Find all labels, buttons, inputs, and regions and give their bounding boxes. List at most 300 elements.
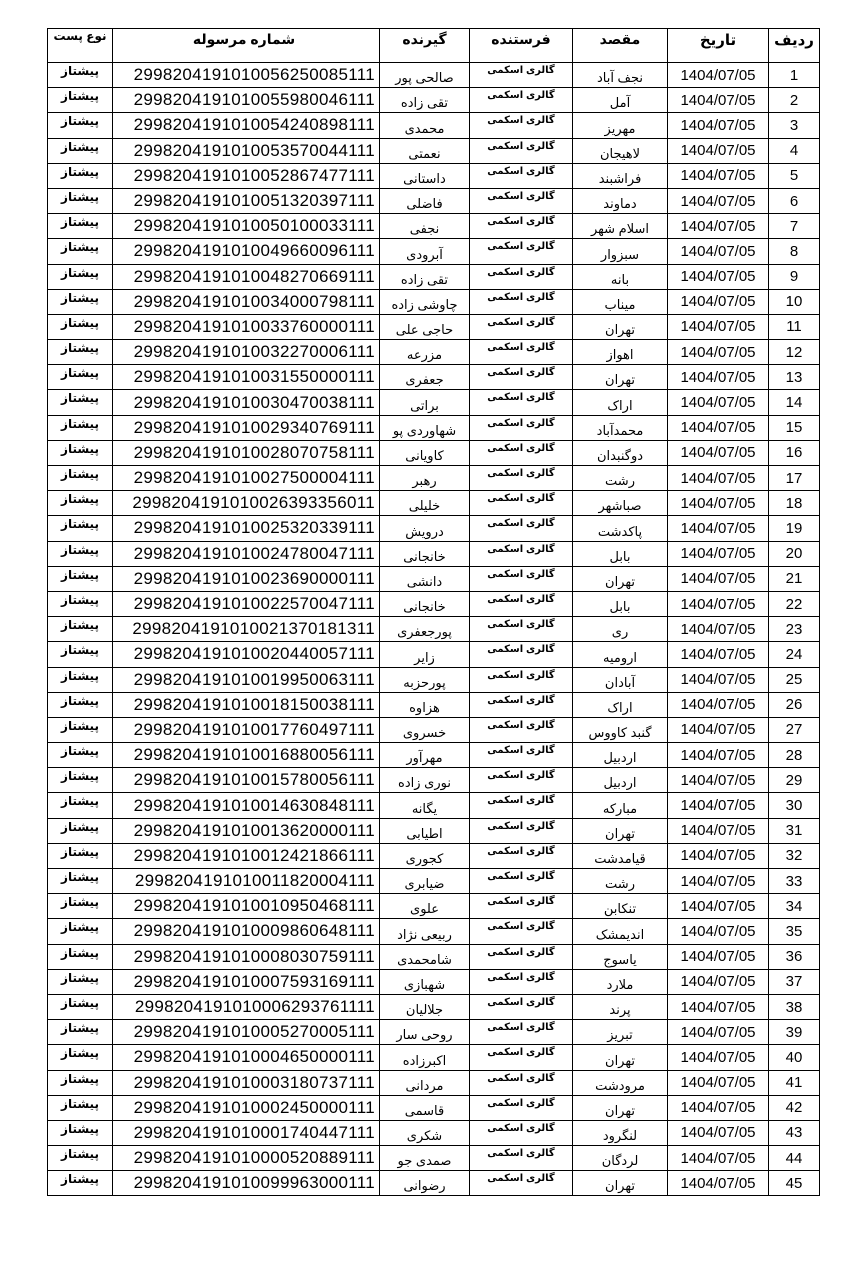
row-sender: گالری اسکمی: [470, 340, 573, 365]
row-tracking-number: 2998204191010034000798111: [113, 289, 380, 314]
row-destination: تهران: [573, 1095, 668, 1120]
table-row: [48, 642, 820, 667]
row-tracking-number: 2998204191010032270006111: [113, 340, 380, 365]
row-tracking-number: 2998204191010010950468111: [113, 894, 380, 919]
row-destination: تنکابن: [573, 894, 668, 919]
row-recipient: اطیابی: [380, 818, 470, 843]
row-post-type: پیشتاز: [48, 314, 113, 339]
row-date: 1404/07/05: [668, 768, 769, 793]
row-index: 29: [769, 768, 820, 793]
table-row: [48, 1095, 820, 1120]
row-sender: گالری اسکمی: [470, 818, 573, 843]
row-sender: گالری اسکمی: [470, 944, 573, 969]
row-tracking-number: 2998204191010011820004111: [113, 869, 380, 894]
row-index: 11: [769, 314, 820, 339]
row-recipient: رضوانی: [380, 1171, 470, 1196]
row-sender: گالری اسکمی: [470, 768, 573, 793]
row-post-type: پیشتاز: [48, 717, 113, 742]
row-recipient: کاویانی: [380, 440, 470, 465]
row-recipient: چاوشی زاده: [380, 289, 470, 314]
table-row: [48, 743, 820, 768]
row-recipient: ربیعی نژاد: [380, 919, 470, 944]
row-destination: اندیمشک: [573, 919, 668, 944]
row-post-type: پیشتاز: [48, 793, 113, 818]
row-date: 1404/07/05: [668, 692, 769, 717]
table-row: [48, 566, 820, 591]
row-recipient: شکری: [380, 1120, 470, 1145]
row-tracking-number: 2998204191010009860648111: [113, 919, 380, 944]
row-post-type: پیشتاز: [48, 566, 113, 591]
row-tracking-number: 2998204191010017760497111: [113, 717, 380, 742]
shipment-sheet: [47, 28, 820, 1196]
row-tracking-number: 2998204191010008030759111: [113, 944, 380, 969]
row-index: 14: [769, 390, 820, 415]
row-index: 20: [769, 541, 820, 566]
row-destination: سبزوار: [573, 239, 668, 264]
row-sender: گالری اسکمی: [470, 264, 573, 289]
row-tracking-number: 2998204191010012421866111: [113, 843, 380, 868]
row-recipient: آبرودی: [380, 239, 470, 264]
row-tracking-number: 2998204191010026393356011: [113, 491, 380, 516]
table-row: [48, 63, 820, 88]
row-index: 13: [769, 365, 820, 390]
row-index: 1: [769, 63, 820, 88]
row-post-type: پیشتاز: [48, 1120, 113, 1145]
row-destination: مهریز: [573, 113, 668, 138]
row-index: 22: [769, 591, 820, 616]
row-post-type: پیشتاز: [48, 994, 113, 1019]
row-sender: گالری اسکمی: [470, 1045, 573, 1070]
row-destination: بانه: [573, 264, 668, 289]
row-post-type: پیشتاز: [48, 289, 113, 314]
row-date: 1404/07/05: [668, 591, 769, 616]
row-recipient: براتی: [380, 390, 470, 415]
table-row: [48, 944, 820, 969]
row-recipient: کجوری: [380, 843, 470, 868]
row-destination: مبارکه: [573, 793, 668, 818]
row-index: 3: [769, 113, 820, 138]
row-sender: گالری اسکمی: [470, 1020, 573, 1045]
row-sender: گالری اسکمی: [470, 63, 573, 88]
row-index: 6: [769, 188, 820, 213]
row-tracking-number: 2998204191010099963000111: [113, 1171, 380, 1196]
row-destination: رشت: [573, 869, 668, 894]
row-tracking-number: 2998204191010006293761111: [113, 994, 380, 1019]
row-destination: آبادان: [573, 667, 668, 692]
row-tracking-number: 2998204191010051320397111: [113, 188, 380, 213]
table-row: [48, 365, 820, 390]
row-destination: تهران: [573, 818, 668, 843]
row-tracking-number: 2998204191010015780056111: [113, 768, 380, 793]
row-destination: اسلام شهر: [573, 214, 668, 239]
row-date: 1404/07/05: [668, 138, 769, 163]
row-recipient: پورجعفری: [380, 617, 470, 642]
row-sender: گالری اسکمی: [470, 163, 573, 188]
row-destination: گنبد کاووس: [573, 717, 668, 742]
row-date: 1404/07/05: [668, 1070, 769, 1095]
row-post-type: پیشتاز: [48, 944, 113, 969]
table-row: [48, 390, 820, 415]
table-row: [48, 994, 820, 1019]
row-post-type: پیشتاز: [48, 743, 113, 768]
row-destination: تهران: [573, 566, 668, 591]
row-date: 1404/07/05: [668, 566, 769, 591]
row-recipient: خلیلی: [380, 491, 470, 516]
row-destination: صباشهر: [573, 491, 668, 516]
row-date: 1404/07/05: [668, 163, 769, 188]
table-row: [48, 667, 820, 692]
row-tracking-number: 2998204191010013620000111: [113, 818, 380, 843]
row-post-type: پیشتاز: [48, 113, 113, 138]
row-post-type: پیشتاز: [48, 440, 113, 465]
row-post-type: پیشتاز: [48, 163, 113, 188]
row-recipient: شهبازی: [380, 969, 470, 994]
row-index: 4: [769, 138, 820, 163]
row-post-type: پیشتاز: [48, 818, 113, 843]
table-row: [48, 314, 820, 339]
row-post-type: پیشتاز: [48, 1171, 113, 1196]
row-post-type: پیشتاز: [48, 63, 113, 88]
row-sender: گالری اسکمی: [470, 843, 573, 868]
row-tracking-number: 2998204191010002450000111: [113, 1095, 380, 1120]
row-tracking-number: 2998204191010001740447111: [113, 1120, 380, 1145]
row-tracking-number: 2998204191010053570044111: [113, 138, 380, 163]
row-recipient: پورحزبه: [380, 667, 470, 692]
header-row: [48, 29, 820, 63]
row-index: 41: [769, 1070, 820, 1095]
row-index: 35: [769, 919, 820, 944]
row-recipient: خانجانی: [380, 591, 470, 616]
row-sender: گالری اسکمی: [470, 743, 573, 768]
row-tracking-number: 2998204191010016880056111: [113, 743, 380, 768]
row-destination: ملارد: [573, 969, 668, 994]
row-date: 1404/07/05: [668, 239, 769, 264]
row-date: 1404/07/05: [668, 415, 769, 440]
table-row: [48, 516, 820, 541]
row-tracking-number: 2998204191010028070758111: [113, 440, 380, 465]
row-date: 1404/07/05: [668, 264, 769, 289]
row-post-type: پیشتاز: [48, 390, 113, 415]
row-destination: نجف آباد: [573, 63, 668, 88]
header-destination: مقصد: [573, 29, 668, 63]
row-date: 1404/07/05: [668, 340, 769, 365]
row-index: 15: [769, 415, 820, 440]
row-sender: گالری اسکمی: [470, 239, 573, 264]
row-date: 1404/07/05: [668, 1020, 769, 1045]
row-sender: گالری اسکمی: [470, 894, 573, 919]
row-date: 1404/07/05: [668, 667, 769, 692]
row-destination: بابل: [573, 591, 668, 616]
row-post-type: پیشتاز: [48, 1146, 113, 1171]
row-recipient: زایر: [380, 642, 470, 667]
row-destination: تبریز: [573, 1020, 668, 1045]
row-recipient: ضیابری: [380, 869, 470, 894]
row-recipient: روحی سار: [380, 1020, 470, 1045]
row-sender: گالری اسکمی: [470, 390, 573, 415]
row-date: 1404/07/05: [668, 516, 769, 541]
table-row: [48, 1020, 820, 1045]
row-tracking-number: 2998204191010007593169111: [113, 969, 380, 994]
row-index: 8: [769, 239, 820, 264]
row-sender: گالری اسکمی: [470, 188, 573, 213]
row-index: 30: [769, 793, 820, 818]
header-sender: فرستنده: [470, 29, 573, 63]
row-tracking-number: 2998204191010033760000111: [113, 314, 380, 339]
row-index: 17: [769, 466, 820, 491]
row-date: 1404/07/05: [668, 994, 769, 1019]
row-destination: لنگرود: [573, 1120, 668, 1145]
header-tracking: شماره مرسوله: [113, 29, 380, 63]
row-post-type: پیشتاز: [48, 768, 113, 793]
table-row: [48, 1146, 820, 1171]
row-sender: گالری اسکمی: [470, 516, 573, 541]
row-index: 5: [769, 163, 820, 188]
row-date: 1404/07/05: [668, 88, 769, 113]
row-sender: گالری اسکمی: [470, 466, 573, 491]
row-recipient: محمدی: [380, 113, 470, 138]
row-date: 1404/07/05: [668, 314, 769, 339]
row-tracking-number: 2998204191010024780047111: [113, 541, 380, 566]
table-row: [48, 440, 820, 465]
row-post-type: پیشتاز: [48, 591, 113, 616]
row-date: 1404/07/05: [668, 1146, 769, 1171]
row-post-type: پیشتاز: [48, 894, 113, 919]
row-date: 1404/07/05: [668, 869, 769, 894]
row-date: 1404/07/05: [668, 188, 769, 213]
row-recipient: شهاوردی پو: [380, 415, 470, 440]
row-post-type: پیشتاز: [48, 617, 113, 642]
table-row: [48, 188, 820, 213]
row-date: 1404/07/05: [668, 894, 769, 919]
row-post-type: پیشتاز: [48, 1095, 113, 1120]
row-recipient: هزاوه: [380, 692, 470, 717]
row-post-type: پیشتاز: [48, 214, 113, 239]
row-destination: یاسوج: [573, 944, 668, 969]
row-sender: گالری اسکمی: [470, 919, 573, 944]
row-post-type: پیشتاز: [48, 491, 113, 516]
table-row: [48, 894, 820, 919]
table-row: [48, 264, 820, 289]
row-recipient: تقی زاده: [380, 88, 470, 113]
row-tracking-number: 2998204191010018150038111: [113, 692, 380, 717]
row-post-type: پیشتاز: [48, 466, 113, 491]
table-row: [48, 919, 820, 944]
row-sender: گالری اسکمی: [470, 994, 573, 1019]
row-date: 1404/07/05: [668, 466, 769, 491]
row-index: 23: [769, 617, 820, 642]
row-date: 1404/07/05: [668, 63, 769, 88]
row-date: 1404/07/05: [668, 793, 769, 818]
row-post-type: پیشتاز: [48, 239, 113, 264]
row-sender: گالری اسکمی: [470, 1146, 573, 1171]
row-sender: گالری اسکمی: [470, 440, 573, 465]
row-post-type: پیشتاز: [48, 642, 113, 667]
row-index: 7: [769, 214, 820, 239]
table-row: [48, 869, 820, 894]
row-sender: گالری اسکمی: [470, 1120, 573, 1145]
row-recipient: مزرعه: [380, 340, 470, 365]
row-tracking-number: 2998204191010049660096111: [113, 239, 380, 264]
row-sender: گالری اسکمی: [470, 138, 573, 163]
row-tracking-number: 2998204191010054240898111: [113, 113, 380, 138]
row-index: 44: [769, 1146, 820, 1171]
row-sender: گالری اسکمی: [470, 692, 573, 717]
row-date: 1404/07/05: [668, 390, 769, 415]
row-index: 28: [769, 743, 820, 768]
table-row: [48, 415, 820, 440]
row-sender: گالری اسکمی: [470, 214, 573, 239]
row-date: 1404/07/05: [668, 969, 769, 994]
row-destination: اردبیل: [573, 768, 668, 793]
table-row: [48, 113, 820, 138]
row-recipient: فاضلی: [380, 188, 470, 213]
row-tracking-number: 2998204191010055980046111: [113, 88, 380, 113]
row-destination: تهران: [573, 1171, 668, 1196]
row-tracking-number: 2998204191010050100033111: [113, 214, 380, 239]
row-recipient: نوری زاده: [380, 768, 470, 793]
row-destination: اراک: [573, 692, 668, 717]
row-post-type: پیشتاز: [48, 88, 113, 113]
table-row: [48, 843, 820, 868]
row-destination: میناب: [573, 289, 668, 314]
row-recipient: اکبرزاده: [380, 1045, 470, 1070]
row-post-type: پیشتاز: [48, 264, 113, 289]
row-recipient: داستانی: [380, 163, 470, 188]
row-index: 26: [769, 692, 820, 717]
table-row: [48, 214, 820, 239]
row-index: 31: [769, 818, 820, 843]
row-post-type: پیشتاز: [48, 667, 113, 692]
row-sender: گالری اسکمی: [470, 717, 573, 742]
row-sender: گالری اسکمی: [470, 289, 573, 314]
row-post-type: پیشتاز: [48, 188, 113, 213]
row-date: 1404/07/05: [668, 642, 769, 667]
row-tracking-number: 2998204191010023690000111: [113, 566, 380, 591]
header-index: ردیف: [769, 29, 820, 63]
row-index: 42: [769, 1095, 820, 1120]
row-recipient: خانجانی: [380, 541, 470, 566]
row-sender: گالری اسکمی: [470, 869, 573, 894]
row-recipient: حاجی علی: [380, 314, 470, 339]
row-recipient: دانشی: [380, 566, 470, 591]
row-destination: پاکدشت: [573, 516, 668, 541]
table-row: [48, 1070, 820, 1095]
row-index: 21: [769, 566, 820, 591]
row-date: 1404/07/05: [668, 214, 769, 239]
row-tracking-number: 2998204191010029340769111: [113, 415, 380, 440]
row-destination: تهران: [573, 365, 668, 390]
table-row: [48, 163, 820, 188]
row-date: 1404/07/05: [668, 289, 769, 314]
header-recipient: گیرنده: [380, 29, 470, 63]
row-post-type: پیشتاز: [48, 843, 113, 868]
row-index: 38: [769, 994, 820, 1019]
row-sender: گالری اسکمی: [470, 566, 573, 591]
row-index: 32: [769, 843, 820, 868]
table-row: [48, 818, 820, 843]
row-date: 1404/07/05: [668, 919, 769, 944]
row-destination: بابل: [573, 541, 668, 566]
row-date: 1404/07/05: [668, 617, 769, 642]
row-tracking-number: 2998204191010031550000111: [113, 365, 380, 390]
row-sender: گالری اسکمی: [470, 113, 573, 138]
row-destination: پرند: [573, 994, 668, 1019]
row-sender: گالری اسکمی: [470, 314, 573, 339]
row-tracking-number: 2998204191010030470038111: [113, 390, 380, 415]
row-date: 1404/07/05: [668, 1171, 769, 1196]
table-body: [48, 63, 820, 1196]
row-recipient: نعمتی: [380, 138, 470, 163]
table-row: [48, 88, 820, 113]
table-row: [48, 1171, 820, 1196]
row-index: 25: [769, 667, 820, 692]
row-destination: دوگنبدان: [573, 440, 668, 465]
row-destination: دماوند: [573, 188, 668, 213]
row-tracking-number: 2998204191010020440057111: [113, 642, 380, 667]
row-index: 34: [769, 894, 820, 919]
row-index: 9: [769, 264, 820, 289]
row-destination: مرودشت: [573, 1070, 668, 1095]
row-tracking-number: 2998204191010056250085111: [113, 63, 380, 88]
table-row: [48, 466, 820, 491]
row-post-type: پیشتاز: [48, 919, 113, 944]
table-row: [48, 768, 820, 793]
row-post-type: پیشتاز: [48, 541, 113, 566]
row-tracking-number: 2998204191010004650000111: [113, 1045, 380, 1070]
row-index: 10: [769, 289, 820, 314]
row-post-type: پیشتاز: [48, 415, 113, 440]
row-sender: گالری اسکمی: [470, 1095, 573, 1120]
table-row: [48, 1120, 820, 1145]
row-index: 24: [769, 642, 820, 667]
row-tracking-number: 2998204191010021370181311: [113, 617, 380, 642]
row-destination: ری: [573, 617, 668, 642]
table-row: [48, 692, 820, 717]
row-recipient: رهبر: [380, 466, 470, 491]
row-sender: گالری اسکمی: [470, 1171, 573, 1196]
row-tracking-number: 2998204191010014630848111: [113, 793, 380, 818]
row-post-type: پیشتاز: [48, 138, 113, 163]
table-row: [48, 793, 820, 818]
row-destination: آمل: [573, 88, 668, 113]
table-row: [48, 340, 820, 365]
row-sender: گالری اسکمی: [470, 491, 573, 516]
row-sender: گالری اسکمی: [470, 541, 573, 566]
row-destination: رشت: [573, 466, 668, 491]
table-row: [48, 491, 820, 516]
row-recipient: شامحمدی: [380, 944, 470, 969]
row-date: 1404/07/05: [668, 1045, 769, 1070]
row-post-type: پیشتاز: [48, 692, 113, 717]
row-sender: گالری اسکمی: [470, 591, 573, 616]
row-index: 40: [769, 1045, 820, 1070]
row-date: 1404/07/05: [668, 113, 769, 138]
row-destination: لردگان: [573, 1146, 668, 1171]
row-tracking-number: 2998204191010022570047111: [113, 591, 380, 616]
row-date: 1404/07/05: [668, 743, 769, 768]
row-date: 1404/07/05: [668, 1120, 769, 1145]
row-tracking-number: 2998204191010019950063111: [113, 667, 380, 692]
row-post-type: پیشتاز: [48, 1070, 113, 1095]
row-recipient: درویش: [380, 516, 470, 541]
row-index: 12: [769, 340, 820, 365]
row-destination: تهران: [573, 314, 668, 339]
row-index: 45: [769, 1171, 820, 1196]
row-post-type: پیشتاز: [48, 365, 113, 390]
row-index: 16: [769, 440, 820, 465]
row-destination: ارومیه: [573, 642, 668, 667]
row-recipient: جلالیان: [380, 994, 470, 1019]
